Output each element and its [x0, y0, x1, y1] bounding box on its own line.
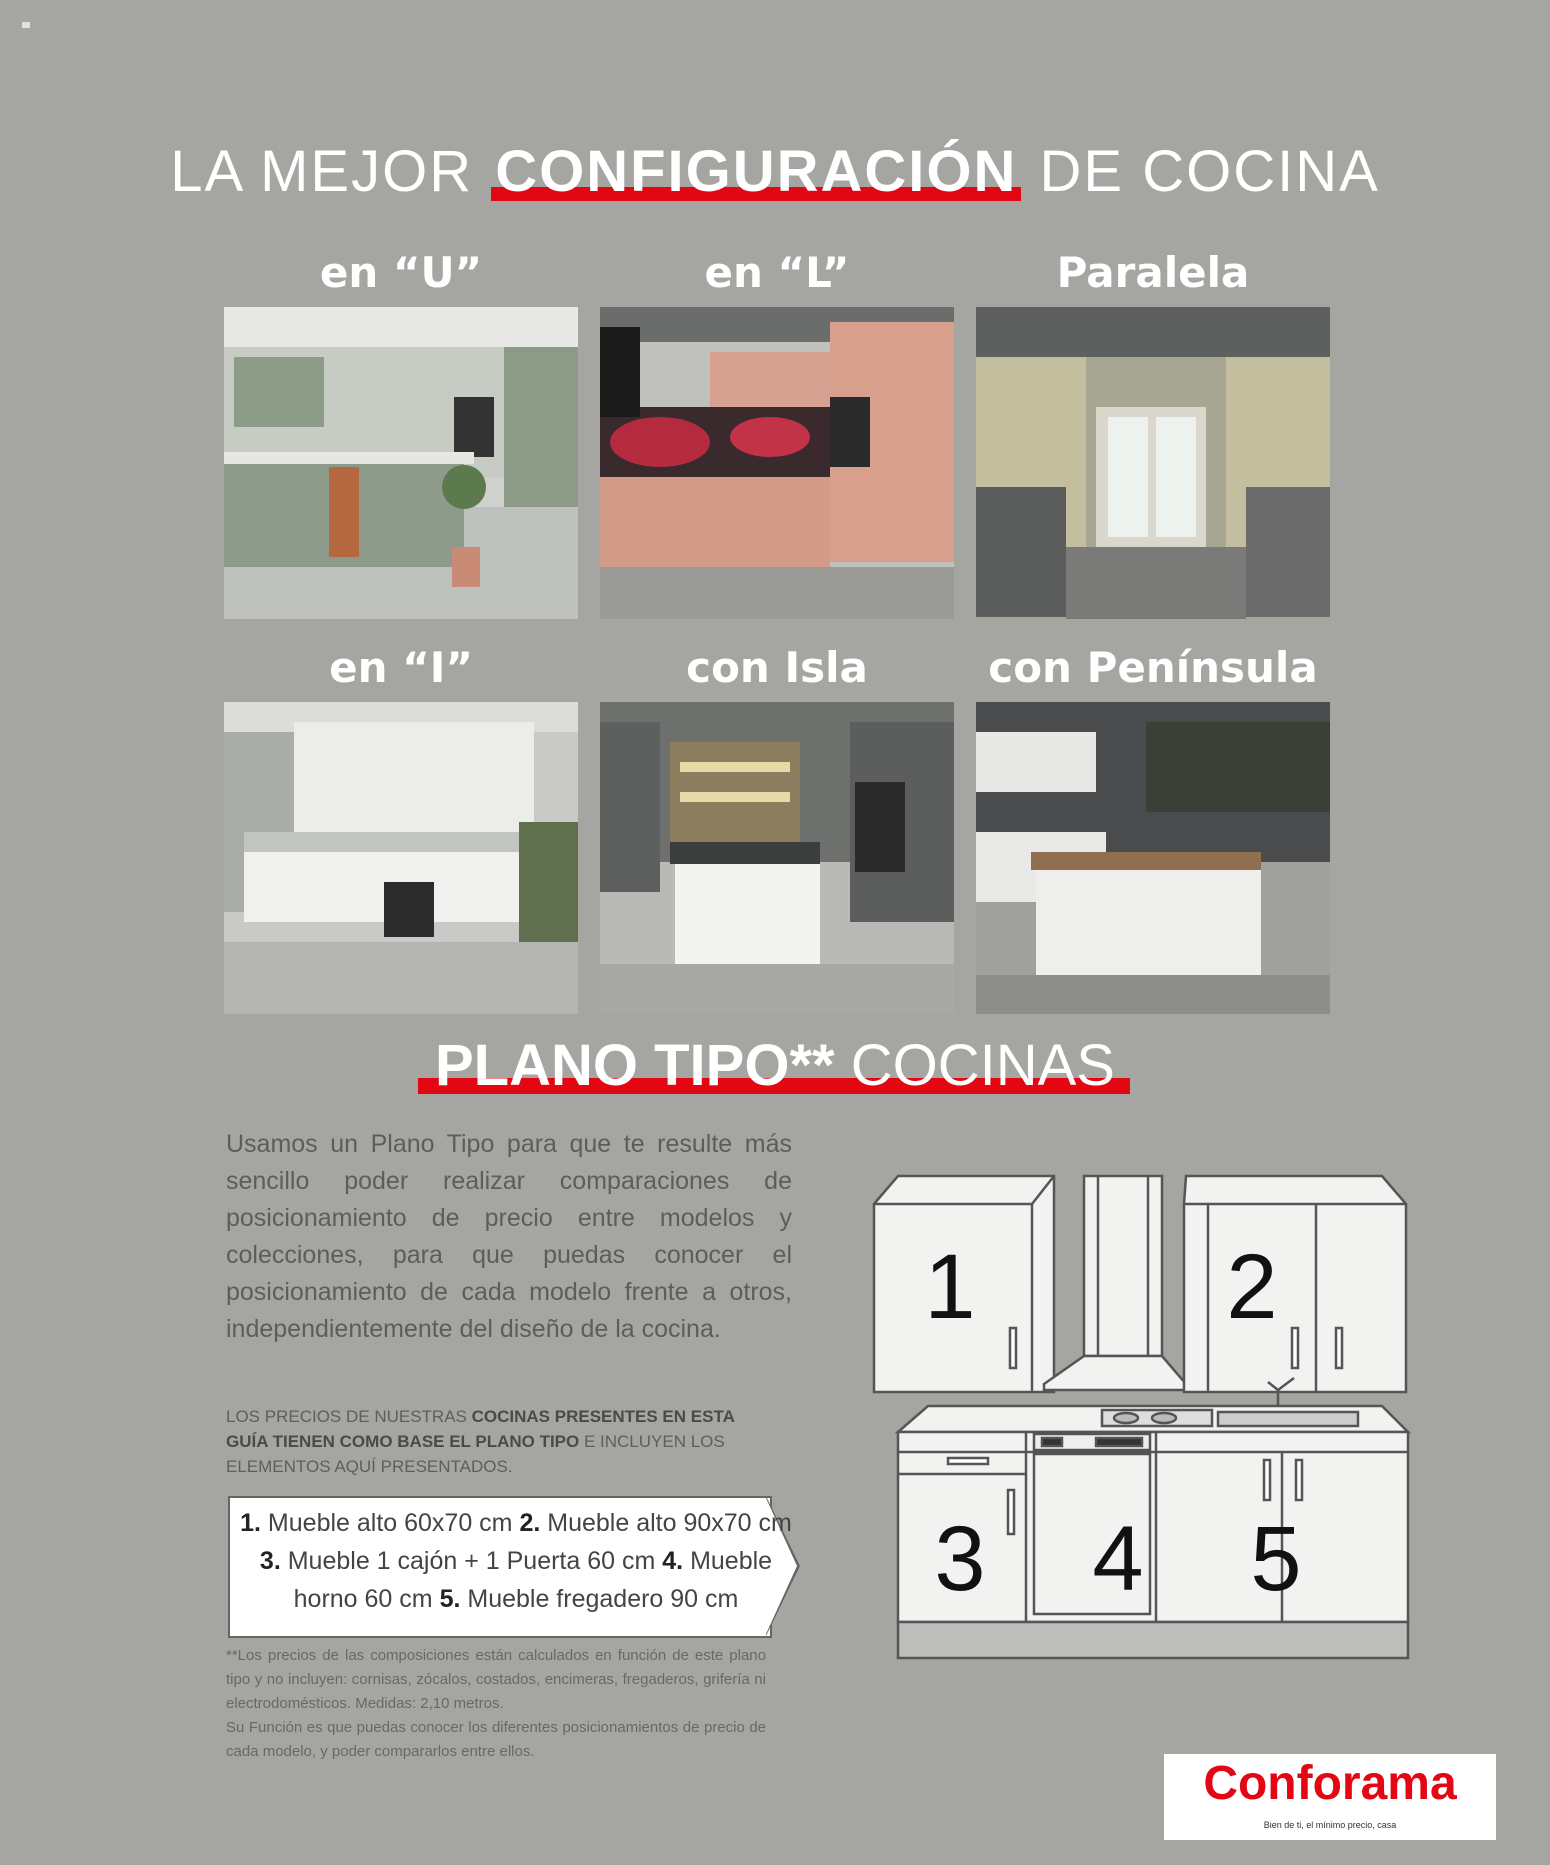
kitchen-photo-isla [600, 702, 954, 1014]
kitchen-label-l: en “L” [704, 248, 850, 297]
kitchen-label-peninsula: con Península [988, 643, 1318, 692]
kitchen-photo-i [224, 702, 578, 1014]
brand-tagline: Bien de ti, el mínimo precio, casa [1263, 1820, 1397, 1830]
items-list: 1. Mueble alto 60x70 cm 2. Mueble alto 90x70 cm 3. Mueble 1 cajón + 1 Puerta 60 cm 4. Mueble horno 60 cm 5. Mueble fregadero 90 cm [240, 1509, 792, 1613]
diagram-number-2: 2 [1226, 1236, 1278, 1338]
corner-mark [22, 22, 30, 28]
title-highlight: CONFIGURACIÓN [491, 138, 1021, 205]
diagram-number-3: 3 [934, 1508, 986, 1610]
kitchen-label-paralela: Paralela [1056, 248, 1250, 297]
page-title: LA MEJOR CONFIGURACIÓN DE COCINA [170, 139, 1380, 204]
kitchen-label-i: en “I” [329, 643, 473, 692]
diagram-number-4: 4 [1092, 1508, 1144, 1610]
diagram-number-1: 1 [924, 1236, 976, 1338]
brand-logo-text: Conforama [1203, 1757, 1457, 1810]
plano-description: Usamos un Plano Tipo para que te resulte más sencillo poder realizar comparaciones de posicionamiento de precio entre modelos y colecciones, para que puedas conocer el posicionamiento de cada modelo frente a otros, independientemente del diseño de la cocina. [226, 1130, 792, 1343]
plano-title: PLANO TIPO** COCINAS [435, 1033, 1115, 1098]
kitchen-label-isla: con Isla [686, 643, 868, 692]
kitchen-photo-l [600, 307, 954, 619]
kitchen-photo-paralela [976, 307, 1330, 619]
kitchen-photo-u [224, 307, 578, 619]
footnote: **Los precios de las composiciones están calculados en función de este plano tipo y no incluyen: cornisas, zócalos, costados, encimeras, fregaderos, grifería ni electrodomésticos. Medidas: 2,10 metros. Su Función es que puedas conocer los diferentes posicionamientos de precio de cada modelo, y poder compararlos entre ellos. [226, 1647, 766, 1760]
kitchen-label-u: en “U” [319, 248, 483, 297]
kitchen-plan-diagram [868, 1170, 1442, 1740]
plano-price-note: LOS PRECIOS DE NUESTRAS COCINAS PRESENTES EN ESTA GUÍA TIENEN COMO BASE EL PLANO TIPO E INCLUYEN LOS ELEMENTOS AQUÍ PRESENTADOS. [226, 1407, 735, 1476]
kitchen-photo-peninsula [976, 702, 1330, 1014]
diagram-number-5: 5 [1250, 1508, 1302, 1610]
